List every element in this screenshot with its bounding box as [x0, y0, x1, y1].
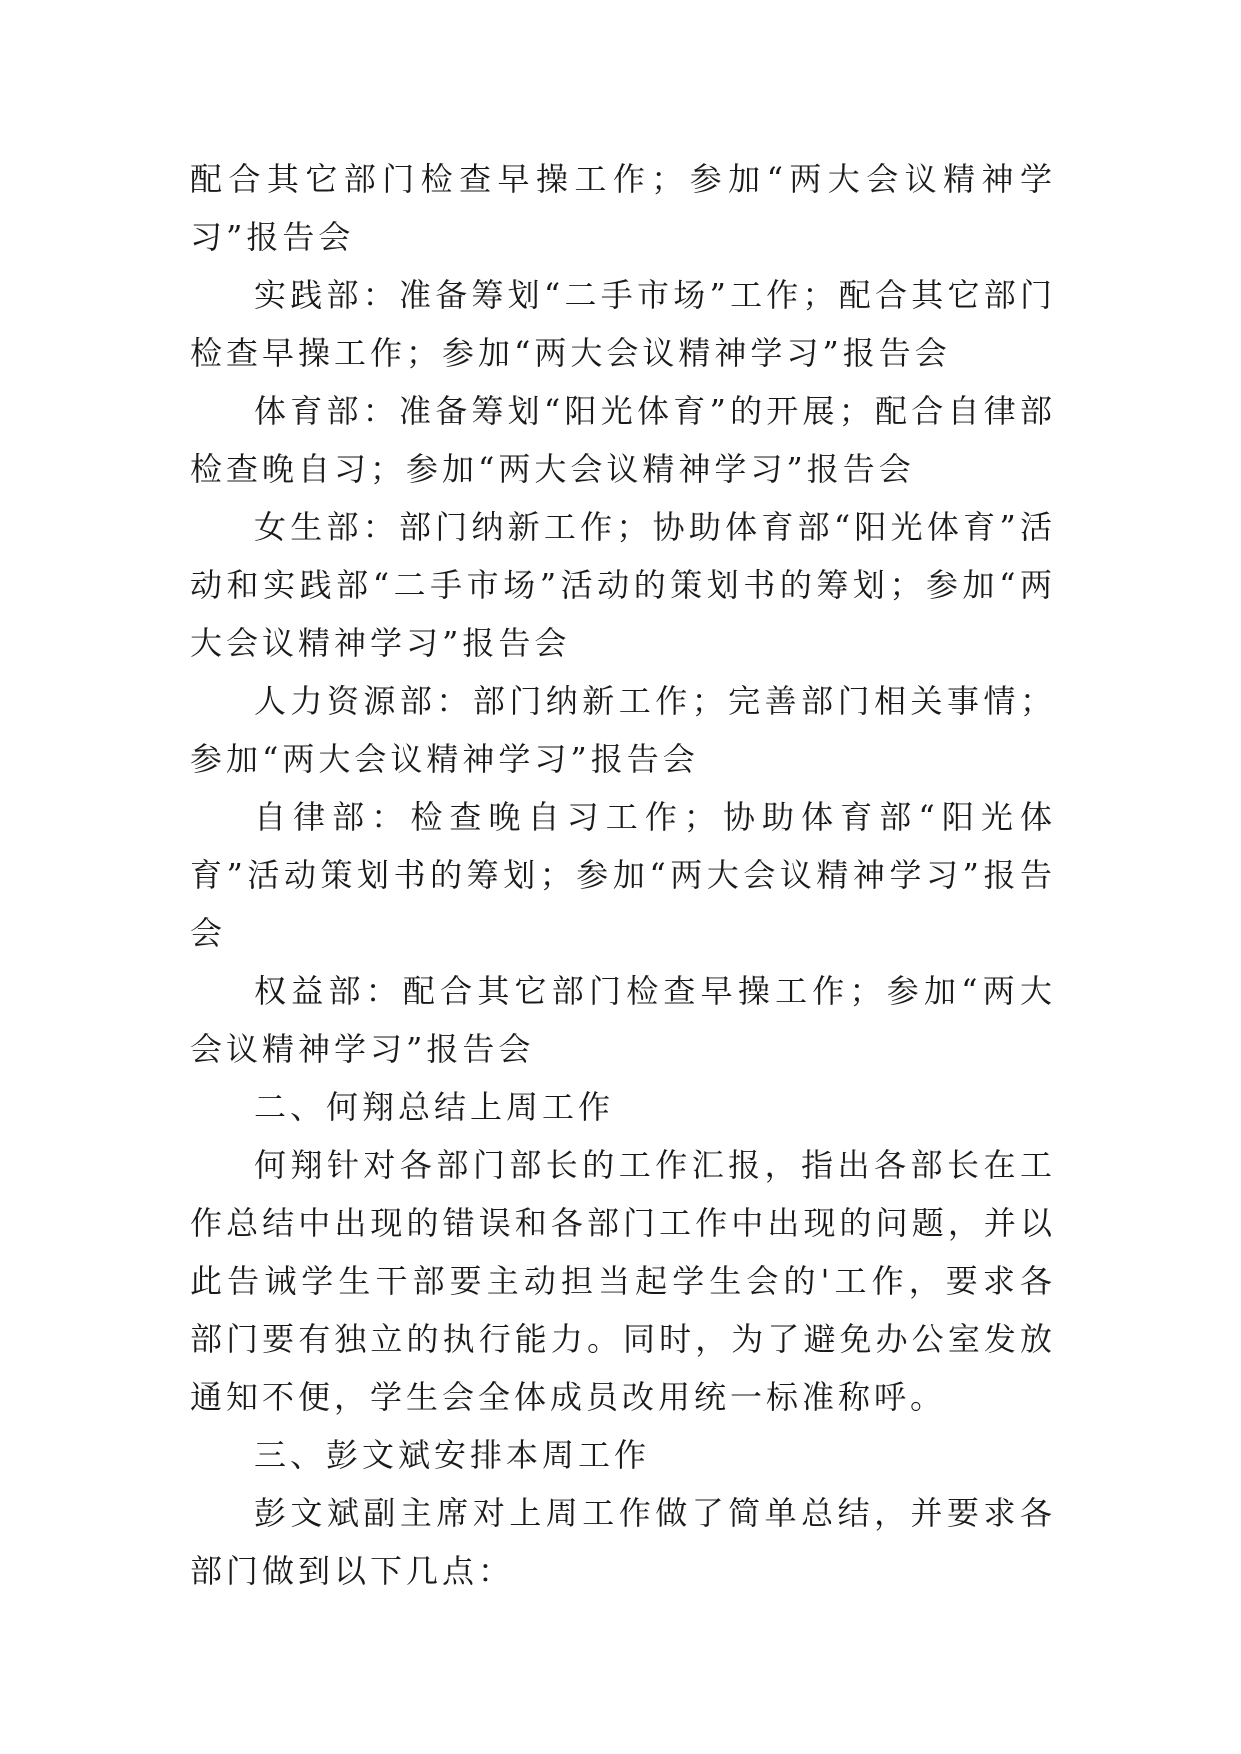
document-body	[190, 150, 1056, 1600]
paragraph-hr-dept: 人力资源部：部门纳新工作；完善部门相关事情；参加“两大会议精神学习”报告会	[190, 682, 1056, 778]
paragraph-practice-dept: 实践部：准备筹划“二手市场”工作；配合其它部门检查早操工作；参加“两大会议精神学习”报告会	[190, 276, 1056, 372]
paragraph-weekly-plan: 彭文斌副主席对上周工作做了简单总结，并要求各部门做到以下几点：	[190, 1494, 1056, 1590]
paragraph-discipline-dept: 自律部：检查晚自习工作；协助体育部“阳光体育”活动策划书的筹划；参加“两大会议精神学习”报告会	[190, 798, 1056, 952]
paragraph-female-dept: 女生部：部门纳新工作；协助体育部“阳光体育”活动和实践部“二手市场”活动的策划书的筹划；参加“两大会议精神学习”报告会	[190, 508, 1056, 662]
paragraph-continuation: 配合其它部门检查早操工作；参加“两大会议精神学习”报告会	[190, 160, 1056, 256]
section-heading-2: 二、何翔总结上周工作	[254, 1088, 615, 1126]
paragraph-summary: 何翔针对各部门部长的工作汇报，指出各部长在工作总结中出现的错误和各部门工作中出现的问题，并以此告诫学生干部要主动担当起学生会的'工作，要求各部门要有独立的执行能力。同时，为了避免办公室发放通知不便，学生会全体成员改用统一标准称呼。	[190, 1146, 1056, 1416]
paragraph-rights-dept: 权益部：配合其它部门检查早操工作；参加“两大会议精神学习”报告会	[190, 972, 1056, 1068]
paragraph-sports-dept: 体育部：准备筹划“阳光体育”的开展；配合自律部检查晚自习；参加“两大会议精神学习”报告会	[190, 392, 1056, 488]
section-heading-3: 三、彭文斌安排本周工作	[254, 1436, 651, 1474]
